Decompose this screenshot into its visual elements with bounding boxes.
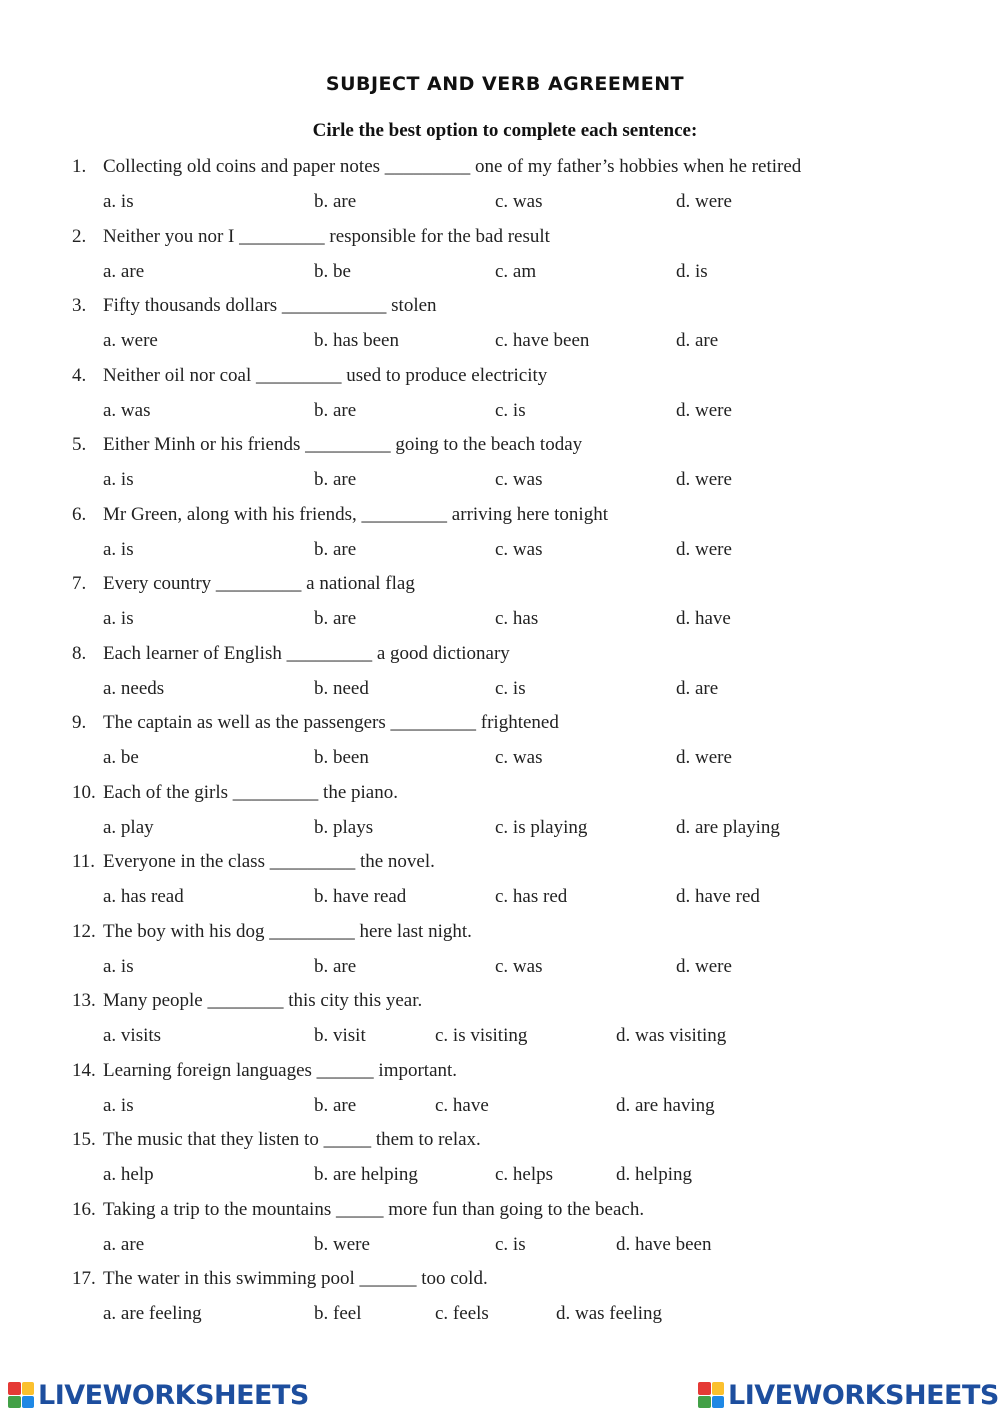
answer-option-12-c[interactable]: c. was: [495, 956, 543, 977]
question-text: The boy with his dog _________ here last night.: [103, 921, 472, 942]
question-8: [72, 642, 510, 666]
answer-option-8-c[interactable]: c. is: [495, 678, 526, 699]
question-text: Collecting old coins and paper notes _________ one of my father’s hobbies when he retired: [103, 156, 802, 177]
answer-option-6-b[interactable]: b. are: [314, 539, 357, 560]
question-number: 1.: [72, 156, 87, 177]
answer-option-16-b[interactable]: b. were: [314, 1234, 370, 1255]
question-9: [72, 711, 559, 735]
logo-text: LIVEWORKSHEETS: [728, 1379, 999, 1411]
question-5: [72, 433, 582, 457]
question-2: [72, 225, 550, 249]
question-number: 2.: [72, 226, 87, 247]
liveworksheets-logo-left[interactable]: [8, 1378, 309, 1412]
answer-option-7-a[interactable]: a. is: [103, 608, 134, 629]
question-number: 6.: [72, 504, 87, 525]
question-15: [72, 1128, 481, 1152]
answer-option-4-d[interactable]: d. were: [676, 400, 732, 421]
answer-option-3-c[interactable]: c. have been: [495, 330, 590, 351]
answer-option-17-d[interactable]: d. was feeling: [556, 1303, 663, 1324]
answer-option-2-d[interactable]: d. is: [676, 261, 708, 282]
question-number: 11.: [72, 851, 96, 872]
answer-option-7-b[interactable]: b. are: [314, 608, 357, 629]
answer-option-15-a[interactable]: a. help: [103, 1164, 154, 1185]
question-text: The water in this swimming pool ______ too cold.: [103, 1268, 488, 1289]
question-number: 16.: [72, 1199, 96, 1220]
question-number: 3.: [72, 295, 87, 316]
question-number: 10.: [72, 782, 96, 803]
question-number: 14.: [72, 1060, 96, 1081]
question-text: Learning foreign languages ______ important.: [103, 1060, 458, 1081]
question-7: [72, 572, 415, 596]
answer-option-14-a[interactable]: a. is: [103, 1095, 134, 1116]
answer-option-6-a[interactable]: a. is: [103, 539, 134, 560]
question-17: [72, 1267, 488, 1291]
answer-option-16-c[interactable]: c. is: [495, 1234, 526, 1255]
answer-option-1-c[interactable]: c. was: [495, 191, 543, 212]
answer-option-12-d[interactable]: d. were: [676, 956, 732, 977]
question-number: 7.: [72, 573, 87, 594]
answer-option-12-b[interactable]: b. are: [314, 956, 357, 977]
answer-option-9-d[interactable]: d. were: [676, 747, 732, 768]
answer-option-1-b[interactable]: b. are: [314, 191, 357, 212]
question-text: Neither oil nor coal _________ used to produce electricity: [103, 365, 548, 386]
liveworksheets-mark-icon: [8, 1382, 34, 1408]
answer-option-8-b[interactable]: b. need: [314, 678, 369, 699]
logo-text: LIVEWORKSHEETS: [38, 1379, 309, 1411]
question-text: Mr Green, along with his friends, _________ arriving here tonight: [103, 504, 608, 525]
page-title: SUBJECT AND VERB AGREEMENT: [325, 73, 685, 95]
question-text: Everyone in the class _________ the novel.: [103, 851, 435, 872]
answer-option-8-a[interactable]: a. needs: [103, 678, 165, 699]
question-number: 8.: [72, 643, 87, 664]
question-1: [72, 155, 801, 179]
question-number: 5.: [72, 434, 87, 455]
question-text: Many people ________ this city this year.: [103, 990, 423, 1011]
question-11: [72, 850, 435, 874]
question-text: The music that they listen to _____ them to relax.: [103, 1129, 481, 1150]
question-text: Either Minh or his friends _________ going to the beach today: [103, 434, 583, 455]
answer-option-6-c[interactable]: c. was: [495, 539, 543, 560]
answer-option-4-b[interactable]: b. are: [314, 400, 357, 421]
answer-option-6-d[interactable]: d. were: [676, 539, 732, 560]
question-14: [72, 1059, 457, 1083]
answer-option-14-d[interactable]: d. are having: [616, 1095, 715, 1116]
answer-option-14-b[interactable]: b. are: [314, 1095, 357, 1116]
question-text: Fifty thousands dollars ___________ stolen: [103, 295, 437, 316]
question-12: [72, 920, 472, 944]
answer-option-7-c[interactable]: c. has: [495, 608, 539, 629]
answer-option-3-b[interactable]: b. has been: [314, 330, 399, 351]
question-text: Taking a trip to the mountains _____ more fun than going to the beach.: [103, 1199, 645, 1220]
answer-option-10-c[interactable]: c. is playing: [495, 817, 588, 838]
question-text: Neither you nor I _________ responsible for the bad result: [103, 226, 550, 247]
question-13: [72, 989, 422, 1013]
question-10: [72, 781, 398, 805]
instruction: Cirle the best option to complete each sentence:: [312, 120, 698, 141]
question-16: [72, 1198, 644, 1222]
answer-option-17-c[interactable]: c. feels: [435, 1303, 489, 1324]
answer-option-5-d[interactable]: d. were: [676, 469, 732, 490]
answer-option-9-a[interactable]: a. be: [103, 747, 139, 768]
question-number: 13.: [72, 990, 96, 1011]
question-3: [72, 294, 437, 318]
answer-option-13-b[interactable]: b. visit: [314, 1025, 366, 1046]
question-number: 15.: [72, 1129, 96, 1150]
question-number: 12.: [72, 921, 96, 942]
answer-option-14-c[interactable]: c. have: [435, 1095, 489, 1116]
question-number: 17.: [72, 1268, 96, 1289]
answer-option-2-c[interactable]: c. am: [495, 261, 537, 282]
answer-option-11-b[interactable]: b. have read: [314, 886, 407, 907]
answer-option-11-c[interactable]: c. has red: [495, 886, 568, 907]
answer-option-11-a[interactable]: a. has read: [103, 886, 184, 907]
answer-option-1-a[interactable]: a. is: [103, 191, 134, 212]
answer-option-2-a[interactable]: a. are: [103, 261, 145, 282]
question-text: Every country _________ a national flag: [103, 573, 415, 594]
question-text: The captain as well as the passengers _________ frightened: [103, 712, 559, 733]
answer-option-16-d[interactable]: d. have been: [616, 1234, 712, 1255]
question-4: [72, 364, 547, 388]
answer-option-4-a[interactable]: a. was: [103, 400, 151, 421]
answer-option-11-d[interactable]: d. have red: [676, 886, 760, 907]
answer-option-12-a[interactable]: a. is: [103, 956, 134, 977]
answer-option-9-b[interactable]: b. been: [314, 747, 369, 768]
answer-option-15-d[interactable]: d. helping: [616, 1164, 692, 1185]
answer-option-10-b[interactable]: b. plays: [314, 817, 374, 838]
answer-option-15-b[interactable]: b. are helping: [314, 1164, 418, 1185]
answer-option-17-b[interactable]: b. feel: [314, 1303, 362, 1324]
question-text: Each of the girls _________ the piano.: [103, 782, 398, 803]
answer-option-9-c[interactable]: c. was: [495, 747, 543, 768]
answer-option-13-a[interactable]: a. visits: [103, 1025, 162, 1046]
answer-option-7-d[interactable]: d. have: [676, 608, 731, 629]
answer-option-17-a[interactable]: a. are feeling: [103, 1303, 202, 1324]
answer-option-16-a[interactable]: a. are: [103, 1234, 145, 1255]
liveworksheets-logo-right[interactable]: [698, 1378, 999, 1412]
question-text: Each learner of English _________ a good dictionary: [103, 643, 510, 664]
answer-option-13-c[interactable]: c. is visiting: [435, 1025, 528, 1046]
answer-option-10-d[interactable]: d. are playing: [676, 817, 780, 838]
answer-option-3-d[interactable]: d. are: [676, 330, 719, 351]
question-6: [72, 503, 608, 527]
answer-option-2-b[interactable]: b. be: [314, 261, 351, 282]
answer-option-10-a[interactable]: a. play: [103, 817, 154, 838]
question-number: 4.: [72, 365, 87, 386]
answer-option-15-c[interactable]: c. helps: [495, 1164, 554, 1185]
answer-option-13-d[interactable]: d. was visiting: [616, 1025, 727, 1046]
answer-option-1-d[interactable]: d. were: [676, 191, 732, 212]
answer-option-8-d[interactable]: d. are: [676, 678, 719, 699]
answer-option-5-a[interactable]: a. is: [103, 469, 134, 490]
question-number: 9.: [72, 712, 87, 733]
answer-option-5-c[interactable]: c. was: [495, 469, 543, 490]
liveworksheets-mark-icon: [698, 1382, 724, 1408]
answer-option-4-c[interactable]: c. is: [495, 400, 526, 421]
answer-option-3-a[interactable]: a. were: [103, 330, 158, 351]
answer-option-5-b[interactable]: b. are: [314, 469, 357, 490]
